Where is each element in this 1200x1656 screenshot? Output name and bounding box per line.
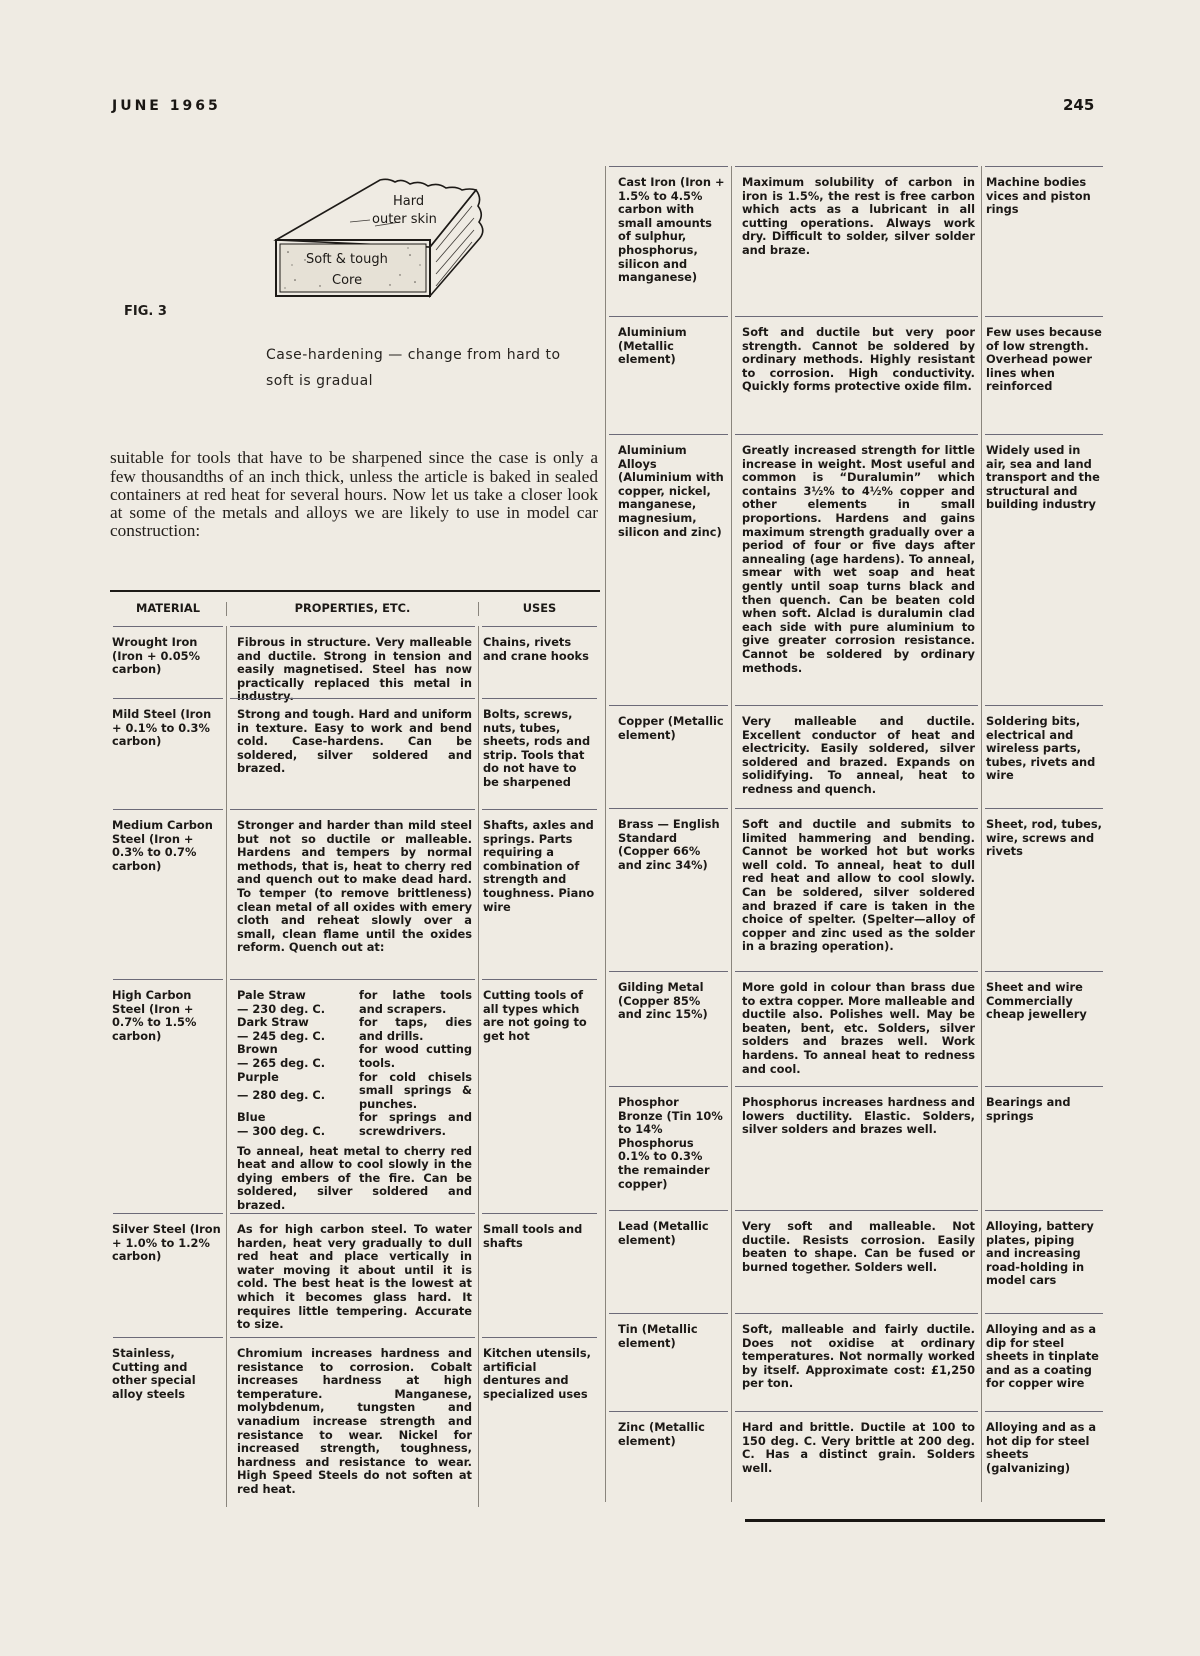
uses-cell: Chains, rivets and crane hooks [478, 626, 600, 698]
material-cell: Copper (Metallic element) [606, 705, 731, 808]
uses-cell: Soldering bits, electrical and wireless parts, tubes, rivets and wire [981, 705, 1106, 808]
table-row [110, 698, 600, 809]
properties-cell: Strong and tough. Hard and uniform in texture. Easy to work and bend cold. Case-hardens. Can be soldered, silver soldered and brazed. [226, 698, 478, 809]
material-cell: Cast Iron (Iron + 1.5% to 4.5% carbon with small amounts of sulphur, phosphorus, silicon and manganese) [606, 166, 731, 316]
uses-cell: Small tools and shafts [478, 1213, 600, 1337]
properties-cell: Stronger and harder than mild steel but not so ductile or malleable. Hardens and tempers by normal methods, that is, heat to cherry red and quench out to make dead hard. To temper (to remove brittleness) clean metal of all oxides with emery cloth and reheat slowly over a small, clean flame until the oxides reform. Quench out at: [226, 809, 478, 979]
tempering-table: Pale Straw for lathe tools and scrapers. — 230 deg. C. Dark Straw for taps, dies and drills. — 245 deg. C. Brown for wood cutting tools. — 265 deg. C. Purple for cold chisels small springs & punches. — 280 deg. C. Blue for springs and screwdrivers. — 300 deg. C. [237, 988, 472, 1138]
material-cell: Aluminium Alloys (Aluminium with copper, nickel, manganese, magnesium, silicon and zinc) [606, 434, 731, 705]
uses-cell: Sheet and wire Commercially cheap jewellery [981, 971, 1106, 1086]
table-row [110, 1213, 600, 1337]
material-cell: Brass — English Standard (Copper 66% and zinc 34%) [606, 808, 731, 971]
table-row [110, 979, 600, 1213]
properties-cell: Maximum solubility of carbon in iron is 1.5%, the rest is free carbon which acts as a lubricant in all cutting operations. Always work dry. Difficult to solder, silver solder and braze. [731, 166, 981, 316]
table-row [606, 434, 1106, 705]
material-cell: Silver Steel (Iron + 1.0% to 1.2% carbon) [110, 1213, 226, 1337]
header-uses: USES [478, 602, 600, 616]
materials-table-right [605, 166, 1106, 1502]
uses-cell: Kitchen utensils, artificial dentures and specialized uses [478, 1337, 600, 1507]
hard-skin-label: Hard [393, 194, 425, 209]
svg-text:outer skin: outer skin [372, 212, 437, 227]
table-row [606, 808, 1106, 971]
material-cell: Tin (Metallic element) [606, 1313, 731, 1411]
svg-text:Core: Core [332, 273, 363, 288]
properties-cell: Chromium increases hardness and resistance to corrosion. Cobalt increases hardness at high temperature. Manganese, molybdenum, tungsten and vanadium increase strength and resistance to wear. Nickel for increased strength, toughness, hardness and resistance to wear. High Speed Steels do not soften at red heat. [226, 1337, 478, 1507]
anneal-note: To anneal, heat metal to cherry red heat and allow to cool slowly in the dying embers of the fire. Can be soldered, silver soldered and brazed. [237, 1143, 472, 1212]
properties-cell: More gold in colour than brass due to extra copper. More malleable and ductile also. Polishes well. May be beaten, bent, etc. Solders, silver solders and brazes well. Work hardens. To anneal heat to redness and cool. [731, 971, 981, 1086]
table-row [606, 1411, 1106, 1502]
material-cell: Lead (Metallic element) [606, 1210, 731, 1313]
uses-cell: Machine bodies vices and piston rings [981, 166, 1106, 316]
intro-paragraph: suitable for tools that have to be sharpened since the case is only a few thousandths of an inch thick, unless the article is baked in sealed containers at red heat for several hours. Now let us take a closer look at some of the metals and alloys we are likely to use in model car construction: [110, 448, 598, 541]
material-cell: Stainless, Cutting and other special alloy steels [110, 1337, 226, 1507]
uses-cell: Bearings and springs [981, 1086, 1106, 1210]
uses-cell: Alloying and as a hot dip for steel sheets (galvanizing) [981, 1411, 1106, 1502]
properties-cell: Very soft and malleable. Not ductile. Resists corrosion. Easily beaten to shape. Can be fused or burned together. Solders well. [731, 1210, 981, 1313]
materials-table-left [110, 590, 600, 1507]
table-row [606, 1313, 1106, 1411]
table-row [606, 1210, 1106, 1313]
material-cell: Wrought Iron (Iron + 0.05% carbon) [110, 626, 226, 698]
table-row [110, 809, 600, 979]
material-cell: Gilding Metal (Copper 85% and zinc 15%) [606, 971, 731, 1086]
table-row [606, 316, 1106, 434]
material-cell: Zinc (Metallic element) [606, 1411, 731, 1502]
uses-cell: Shafts, axles and springs. Parts requiring a combination of strength and toughness. Piano wire [478, 809, 600, 979]
properties-cell: Very malleable and ductile. Excellent conductor of heat and electricity. Easily soldered, silver soldered and brazed. Expands on solidifying. To anneal, heat to redness and quench. [731, 705, 981, 808]
table-row [110, 626, 600, 704]
uses-cell: Sheet, rod, tubes, wire, screws and rivets [981, 808, 1106, 971]
properties-cell: Soft, malleable and fairly ductile. Does not oxidise at ordinary temperatures. Not normally worked by itself. Approximate cost: £1,250 per ton. [731, 1313, 981, 1411]
material-cell: Aluminium (Metallic element) [606, 316, 731, 434]
page-date: JUNE 1965 [112, 98, 221, 114]
figure-caption: Case-hardening — change from hard to soft is gradual [266, 347, 561, 389]
properties-cell: Soft and ductile but very poor strength. Cannot be soldered by ordinary methods. Highly resistant to corrosion. High conductivity. Quickly forms protective oxide film. [731, 316, 981, 434]
table-row [606, 166, 1106, 316]
uses-cell: Bolts, screws, nuts, tubes, sheets, rods and strip. Tools that do not have to be sharpened [478, 698, 600, 809]
properties-cell [226, 979, 478, 1213]
header-material: MATERIAL [136, 601, 200, 616]
table-row [606, 971, 1106, 1086]
properties-cell: Phosphorus increases hardness and lowers ductility. Elastic. Solders, silver solders and brazes well. [731, 1086, 981, 1210]
material-cell: Mild Steel (Iron + 0.1% to 0.3% carbon) [110, 698, 226, 809]
uses-cell: Cutting tools of all types which are not going to get hot [478, 979, 600, 1213]
table-row [606, 705, 1106, 808]
uses-cell: Widely used in air, sea and land transport and the structural and building industry [981, 434, 1106, 705]
material-cell: Phosphor Bronze (Tin 10% to 14% Phosphorus 0.1% to 0.3% the remainder copper) [606, 1086, 731, 1210]
properties-cell: Soft and ductile and submits to limited hammering and bending. Cannot be worked hot but works well cold. To anneal, heat to dull red heat and allow to cool slowly. Can be soldered, silver soldered and brazed if care is taken in the choice of spelter. (Spelter—alloy of copper and zinc used as the solder in a brazing operation). [731, 808, 981, 971]
uses-cell: Alloying, battery plates, piping and increasing road-holding in model cars [981, 1210, 1106, 1313]
material-cell: High Carbon Steel (Iron + 0.7% to 1.5% carbon) [110, 979, 226, 1213]
figure-label: FIG. 3 [124, 304, 167, 319]
page-number: 245 [1063, 96, 1095, 114]
uses-cell: Alloying and as a dip for steel sheets in tinplate and as a coating for copper wire [981, 1313, 1106, 1411]
material-cell: Medium Carbon Steel (Iron + 0.3% to 0.7% carbon) [110, 809, 226, 979]
core-label: Soft & tough [306, 252, 388, 267]
table-header [110, 592, 600, 626]
properties-cell: Fibrous in structure. Very malleable and ductile. Strong in tension and easily magnetised. Steel has now practically replaced this metal in industry. [226, 626, 478, 698]
case-hardened-block-illustration [260, 160, 560, 310]
table-row [606, 1086, 1106, 1210]
properties-cell: Greatly increased strength for little increase in weight. Most useful and common is “Duralumin” which contains 3½% to 4½% copper and other elements in small proportions. Hardens and gains maximum strength gradually over a period of four or five days after annealing (age hardens). To anneal, smear with wet soap and heat gently until soap turns black and then quench. Can be beaten cold when soft. Alclad is duralumin clad each side with pure aluminium to give greater corrosion resistance. Cannot be soldered by ordinary methods. [731, 434, 981, 705]
uses-cell: Few uses because of low strength. Overhead power lines when reinforced [981, 316, 1106, 434]
table-row [110, 1337, 600, 1507]
properties-cell: As for high carbon steel. To water harden, heat very gradually to dull red heat and place vertically in water moving it about until it is cold. The best heat is the lowest at which it becomes glass hard. It requires little tempering. Accurate to size. [226, 1213, 478, 1337]
header-properties: PROPERTIES, ETC. [226, 602, 478, 616]
table-end-rule [745, 1519, 1105, 1522]
case-hardening-figure [110, 160, 590, 400]
properties-cell: Hard and brittle. Ductile at 100 to 150 deg. C. Very brittle at 200 deg. C. Has a distinct grain. Solders well. [731, 1411, 981, 1502]
